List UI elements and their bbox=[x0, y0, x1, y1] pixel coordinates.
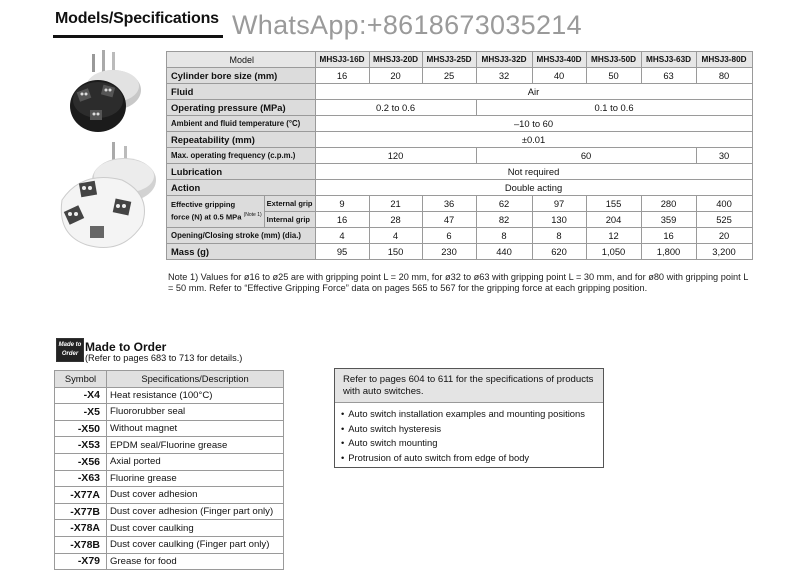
symbol-cell: -X77B bbox=[55, 503, 107, 520]
mass-cell: 95 bbox=[315, 244, 369, 260]
bore-cell: 50 bbox=[586, 68, 641, 84]
temperature-value: –10 to 60 bbox=[315, 116, 752, 132]
internal-grip-cell: 82 bbox=[476, 212, 532, 228]
made-to-order-header-row bbox=[55, 371, 284, 388]
table-row bbox=[55, 420, 284, 437]
description-cell: Heat resistance (100°C) bbox=[107, 387, 284, 404]
gripping-force-label-line2: force (N) at 0.5 MPa bbox=[171, 212, 242, 222]
symbol-cell: -X63 bbox=[55, 470, 107, 487]
frequency-value-a: 120 bbox=[315, 148, 476, 164]
model-header-row bbox=[167, 52, 753, 68]
mass-cell: 1,800 bbox=[641, 244, 696, 260]
external-grip-cell: 97 bbox=[532, 196, 586, 212]
frequency-value-c: 30 bbox=[696, 148, 752, 164]
description-cell: Dust cover adhesion bbox=[107, 487, 284, 504]
auto-switch-heading: Refer to pages 604 to 611 for the specifications of products with auto switches. bbox=[343, 374, 594, 397]
pressure-row bbox=[167, 100, 753, 116]
mass-cell: 3,200 bbox=[696, 244, 752, 260]
lubrication-row bbox=[167, 164, 753, 180]
auto-switch-list bbox=[341, 407, 585, 465]
made-to-order-title: Made to Order bbox=[85, 340, 167, 354]
table-row bbox=[55, 404, 284, 421]
table-row bbox=[55, 520, 284, 537]
model-cell: MHSJ3-25D bbox=[422, 52, 476, 68]
external-grip-cell: 36 bbox=[422, 196, 476, 212]
internal-grip-cell: 28 bbox=[369, 212, 422, 228]
temperature-label: Ambient and fluid temperature (°C) bbox=[167, 116, 316, 132]
repeatability-value: ±0.01 bbox=[315, 132, 752, 148]
stroke-cell: 6 bbox=[422, 228, 476, 244]
table-row bbox=[55, 503, 284, 520]
internal-grip-cell: 47 bbox=[422, 212, 476, 228]
bore-row bbox=[167, 68, 753, 84]
stroke-cell: 8 bbox=[532, 228, 586, 244]
mass-cell: 440 bbox=[476, 244, 532, 260]
external-grip-cell: 400 bbox=[696, 196, 752, 212]
mass-cell: 620 bbox=[532, 244, 586, 260]
lubrication-label: Lubrication bbox=[167, 164, 316, 180]
mass-label: Mass (g) bbox=[167, 244, 316, 260]
internal-grip-cell: 204 bbox=[586, 212, 641, 228]
fluid-label: Fluid bbox=[167, 84, 316, 100]
bore-label: Cylinder bore size (mm) bbox=[167, 68, 316, 84]
internal-grip-cell: 16 bbox=[315, 212, 369, 228]
symbol-cell: -X78A bbox=[55, 520, 107, 537]
made-to-order-table bbox=[54, 370, 284, 570]
description-cell: Without magnet bbox=[107, 420, 284, 437]
action-label: Action bbox=[167, 180, 316, 196]
table-row bbox=[55, 387, 284, 404]
stroke-cell: 16 bbox=[641, 228, 696, 244]
gripping-force-label bbox=[167, 196, 265, 228]
model-cell: MHSJ3-63D bbox=[641, 52, 696, 68]
auto-switch-reference-box bbox=[334, 368, 604, 468]
model-cell: MHSJ3-40D bbox=[532, 52, 586, 68]
pressure-value-small: 0.2 to 0.6 bbox=[315, 100, 476, 116]
description-cell: Grease for food bbox=[107, 553, 284, 570]
bore-cell: 25 bbox=[422, 68, 476, 84]
bore-cell: 80 bbox=[696, 68, 752, 84]
temperature-row bbox=[167, 116, 753, 132]
list-item: • Auto switch installation examples and mounting positions bbox=[341, 407, 585, 422]
stroke-cell: 20 bbox=[696, 228, 752, 244]
model-cell: MHSJ3-50D bbox=[586, 52, 641, 68]
model-cell: MHSJ3-32D bbox=[476, 52, 532, 68]
made-to-order-icon bbox=[56, 338, 84, 362]
watermark-text: WhatsApp:+8618673035214 bbox=[232, 10, 582, 40]
external-grip-cell: 21 bbox=[369, 196, 422, 212]
model-cell: MHSJ3-80D bbox=[696, 52, 752, 68]
product-photo-white-gripper bbox=[52, 140, 162, 260]
mass-cell: 150 bbox=[369, 244, 422, 260]
table-row bbox=[55, 553, 284, 570]
footnote: Note 1) Values for ø16 to ø25 are with gripping point L = 20 mm, for ø32 to ø63 with gripping point L = 30 mm, and for ø80 with gripping point L = 50 mm. Refer to “Effective Gripping Force” data on pages 565 to 567 for the gripping force at each gripping position. bbox=[168, 272, 748, 293]
title-underline bbox=[53, 35, 223, 38]
external-grip-row bbox=[167, 196, 753, 212]
stroke-row bbox=[167, 228, 753, 244]
symbol-cell: -X4 bbox=[55, 387, 107, 404]
lubrication-value: Not required bbox=[315, 164, 752, 180]
bore-cell: 16 bbox=[315, 68, 369, 84]
stroke-cell: 4 bbox=[369, 228, 422, 244]
internal-grip-label: Internal grip bbox=[264, 212, 315, 228]
bore-cell: 40 bbox=[532, 68, 586, 84]
bore-cell: 32 bbox=[476, 68, 532, 84]
note-reference: (Note 1) bbox=[243, 212, 262, 219]
external-grip-cell: 62 bbox=[476, 196, 532, 212]
frequency-value-b: 60 bbox=[476, 148, 696, 164]
model-label: Model bbox=[167, 52, 316, 68]
list-item: • Protrusion of auto switch from edge of body bbox=[341, 451, 585, 466]
frequency-row bbox=[167, 148, 753, 164]
model-cell: MHSJ3-16D bbox=[315, 52, 369, 68]
stroke-cell: 8 bbox=[476, 228, 532, 244]
symbol-cell: -X78B bbox=[55, 536, 107, 553]
action-value: Double acting bbox=[315, 180, 752, 196]
description-cell: EPDM seal/Fluorine grease bbox=[107, 437, 284, 454]
page-title: Models/Specifications bbox=[55, 10, 219, 27]
description-cell: Dust cover adhesion (Finger part only) bbox=[107, 503, 284, 520]
product-photo-black-gripper bbox=[58, 48, 148, 138]
external-grip-cell: 9 bbox=[315, 196, 369, 212]
gripping-force-label-line1: Effective gripping bbox=[171, 200, 236, 210]
bore-cell: 63 bbox=[641, 68, 696, 84]
external-grip-cell: 280 bbox=[641, 196, 696, 212]
fluid-row bbox=[167, 84, 753, 100]
internal-grip-cell: 359 bbox=[641, 212, 696, 228]
internal-grip-cell: 525 bbox=[696, 212, 752, 228]
fluid-value: Air bbox=[315, 84, 752, 100]
pressure-label: Operating pressure (MPa) bbox=[167, 100, 316, 116]
description-cell: Axial ported bbox=[107, 453, 284, 470]
stroke-cell: 4 bbox=[315, 228, 369, 244]
mass-cell: 1,050 bbox=[586, 244, 641, 260]
symbol-cell: -X56 bbox=[55, 453, 107, 470]
description-header: Specifications/Description bbox=[107, 371, 284, 388]
description-cell: Dust cover caulking (Finger part only) bbox=[107, 536, 284, 553]
symbol-cell: -X5 bbox=[55, 404, 107, 421]
table-row bbox=[55, 487, 284, 504]
table-row bbox=[55, 470, 284, 487]
stroke-cell: 12 bbox=[586, 228, 641, 244]
internal-grip-cell: 130 bbox=[532, 212, 586, 228]
description-cell: Dust cover caulking bbox=[107, 520, 284, 537]
model-cell: MHSJ3-20D bbox=[369, 52, 422, 68]
list-item: • Auto switch mounting bbox=[341, 436, 585, 451]
stroke-label: Opening/Closing stroke (mm) (dia.) bbox=[167, 228, 316, 244]
auto-switch-heading-band bbox=[335, 369, 603, 403]
external-grip-label: External grip bbox=[264, 196, 315, 212]
mass-row bbox=[167, 244, 753, 260]
made-to-order-subtitle: (Refer to pages 683 to 713 for details.) bbox=[85, 353, 243, 363]
action-row bbox=[167, 180, 753, 196]
symbol-cell: -X79 bbox=[55, 553, 107, 570]
table-row bbox=[55, 453, 284, 470]
mass-cell: 230 bbox=[422, 244, 476, 260]
made-to-order-icon-text: Made to Order bbox=[58, 342, 82, 357]
pressure-value-large: 0.1 to 0.6 bbox=[476, 100, 752, 116]
bore-cell: 20 bbox=[369, 68, 422, 84]
symbol-header: Symbol bbox=[55, 371, 107, 388]
list-item: • Auto switch hysteresis bbox=[341, 422, 585, 437]
specification-table bbox=[166, 51, 753, 260]
external-grip-cell: 155 bbox=[586, 196, 641, 212]
frequency-label: Max. operating frequency (c.p.m.) bbox=[167, 148, 316, 164]
description-cell: Fluororubber seal bbox=[107, 404, 284, 421]
symbol-cell: -X50 bbox=[55, 420, 107, 437]
repeatability-row bbox=[167, 132, 753, 148]
table-row bbox=[55, 437, 284, 454]
repeatability-label: Repeatability (mm) bbox=[167, 132, 316, 148]
symbol-cell: -X53 bbox=[55, 437, 107, 454]
description-cell: Fluorine grease bbox=[107, 470, 284, 487]
symbol-cell: -X77A bbox=[55, 487, 107, 504]
table-row bbox=[55, 536, 284, 553]
